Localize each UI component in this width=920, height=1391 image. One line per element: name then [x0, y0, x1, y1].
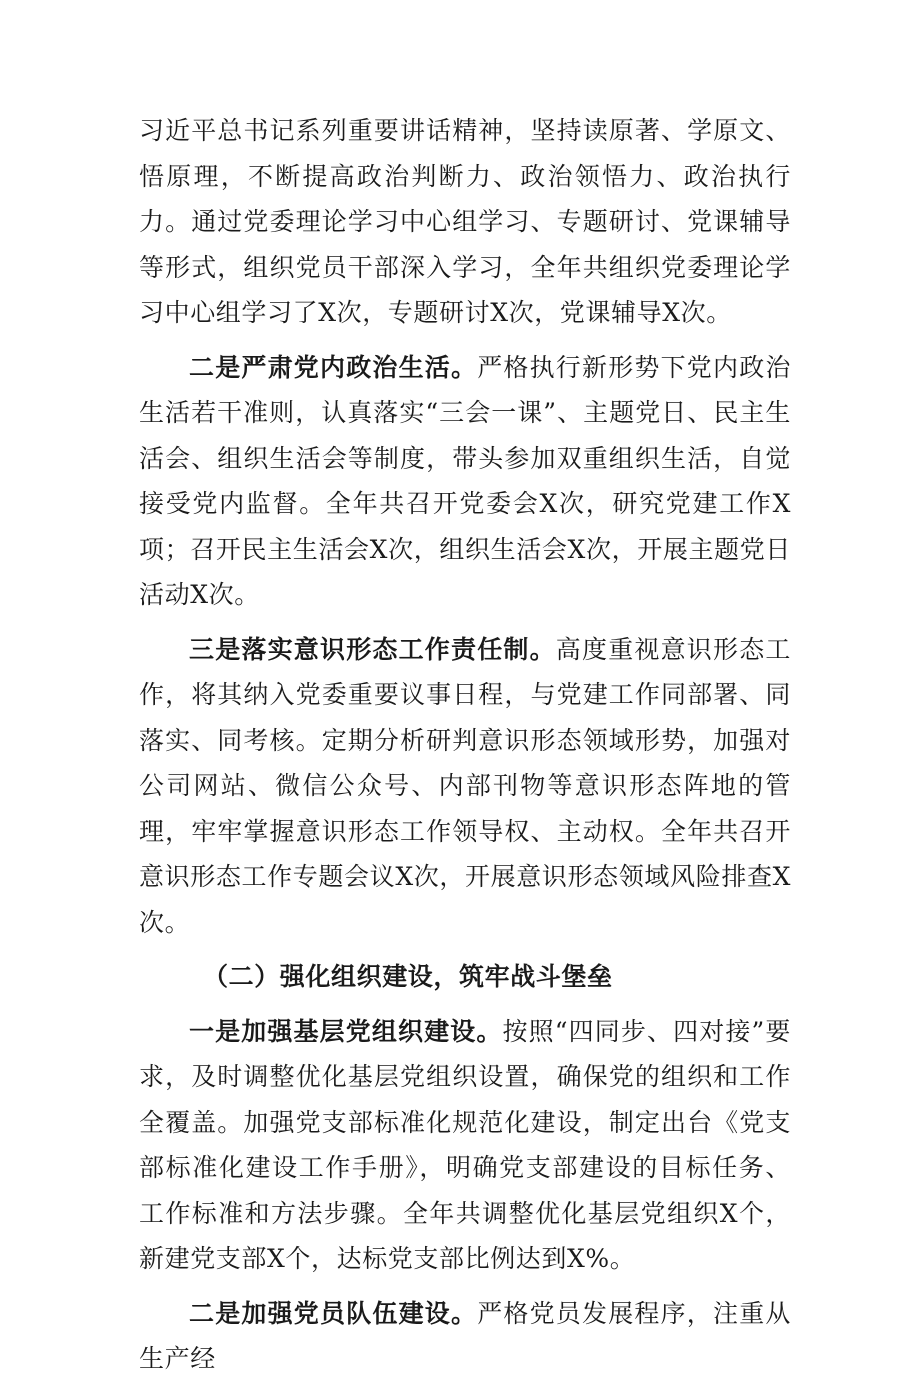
- paragraph-lead: 二是加强党员队伍建设。: [189, 1298, 478, 1328]
- paragraph-member-team: [139, 1291, 791, 1382]
- paragraph-ideology-responsibility: [139, 627, 791, 946]
- paragraph-lead: 一是加强基层党组织建设。: [189, 1016, 503, 1046]
- paragraph-text: 严格执行新形势下党内政治生活若干准则，认真落实“三会一课”、主题党日、民主生活会、组织生活会等制度，带头参加双重组织生活，自觉接受党内监督。全年共召开党委会X次，研究党建工作X项；召开民主生活会X次，组织生活会X次，开展主题党日活动X次。: [139, 352, 791, 609]
- paragraph-text: 高度重视意识形态工作，将其纳入党委重要议事日程，与党建工作同部署、同落实、同考核。定期分析研判意识形态领域形势，加强对公司网站、微信公众号、内部刊物等意识形态阵地的管理，牢牢掌握意识形态工作领导权、主动权。全年共召开意识形态工作专题会议X次，开展意识形态领域风险排查X次。: [139, 634, 791, 937]
- paragraph-text: 严格党员发展程序，注重从生产经: [139, 1298, 791, 1373]
- paragraph-study-continuation: [139, 108, 791, 336]
- paragraph-text: 按照“四同步、四对接”要求，及时调整优化基层党组织设置，确保党的组织和工作全覆盖。加强党支部标准化规范化建设，制定出台《党支部标准化建设工作手册》，明确党支部建设的目标任务、工作标准和方法步骤。全年共调整优化基层党组织X个，新建党支部X个，达标党支部比例达到X%。: [139, 1016, 792, 1273]
- document-body: [139, 108, 791, 1391]
- paragraph-lead: 三是落实意识形态工作责任制。: [189, 634, 556, 664]
- paragraph-political-life: [139, 345, 791, 618]
- paragraph-lead: 二是严肃党内政治生活。: [189, 352, 478, 382]
- paragraph-text: 习近平总书记系列重要讲话精神，坚持读原著、学原文、悟原理，不断提高政治判断力、政治领悟力、政治执行力。通过党委理论学习中心组学习、专题研讨、党课辅导等形式，组织党员干部深入学习，全年共组织党委理论学习中心组学习了X次，专题研讨X次，党课辅导X次。: [139, 116, 791, 327]
- section-heading: （二）强化组织建设，筑牢战斗堡垒: [203, 962, 613, 991]
- paragraph-grassroots-organization: [139, 1009, 791, 1282]
